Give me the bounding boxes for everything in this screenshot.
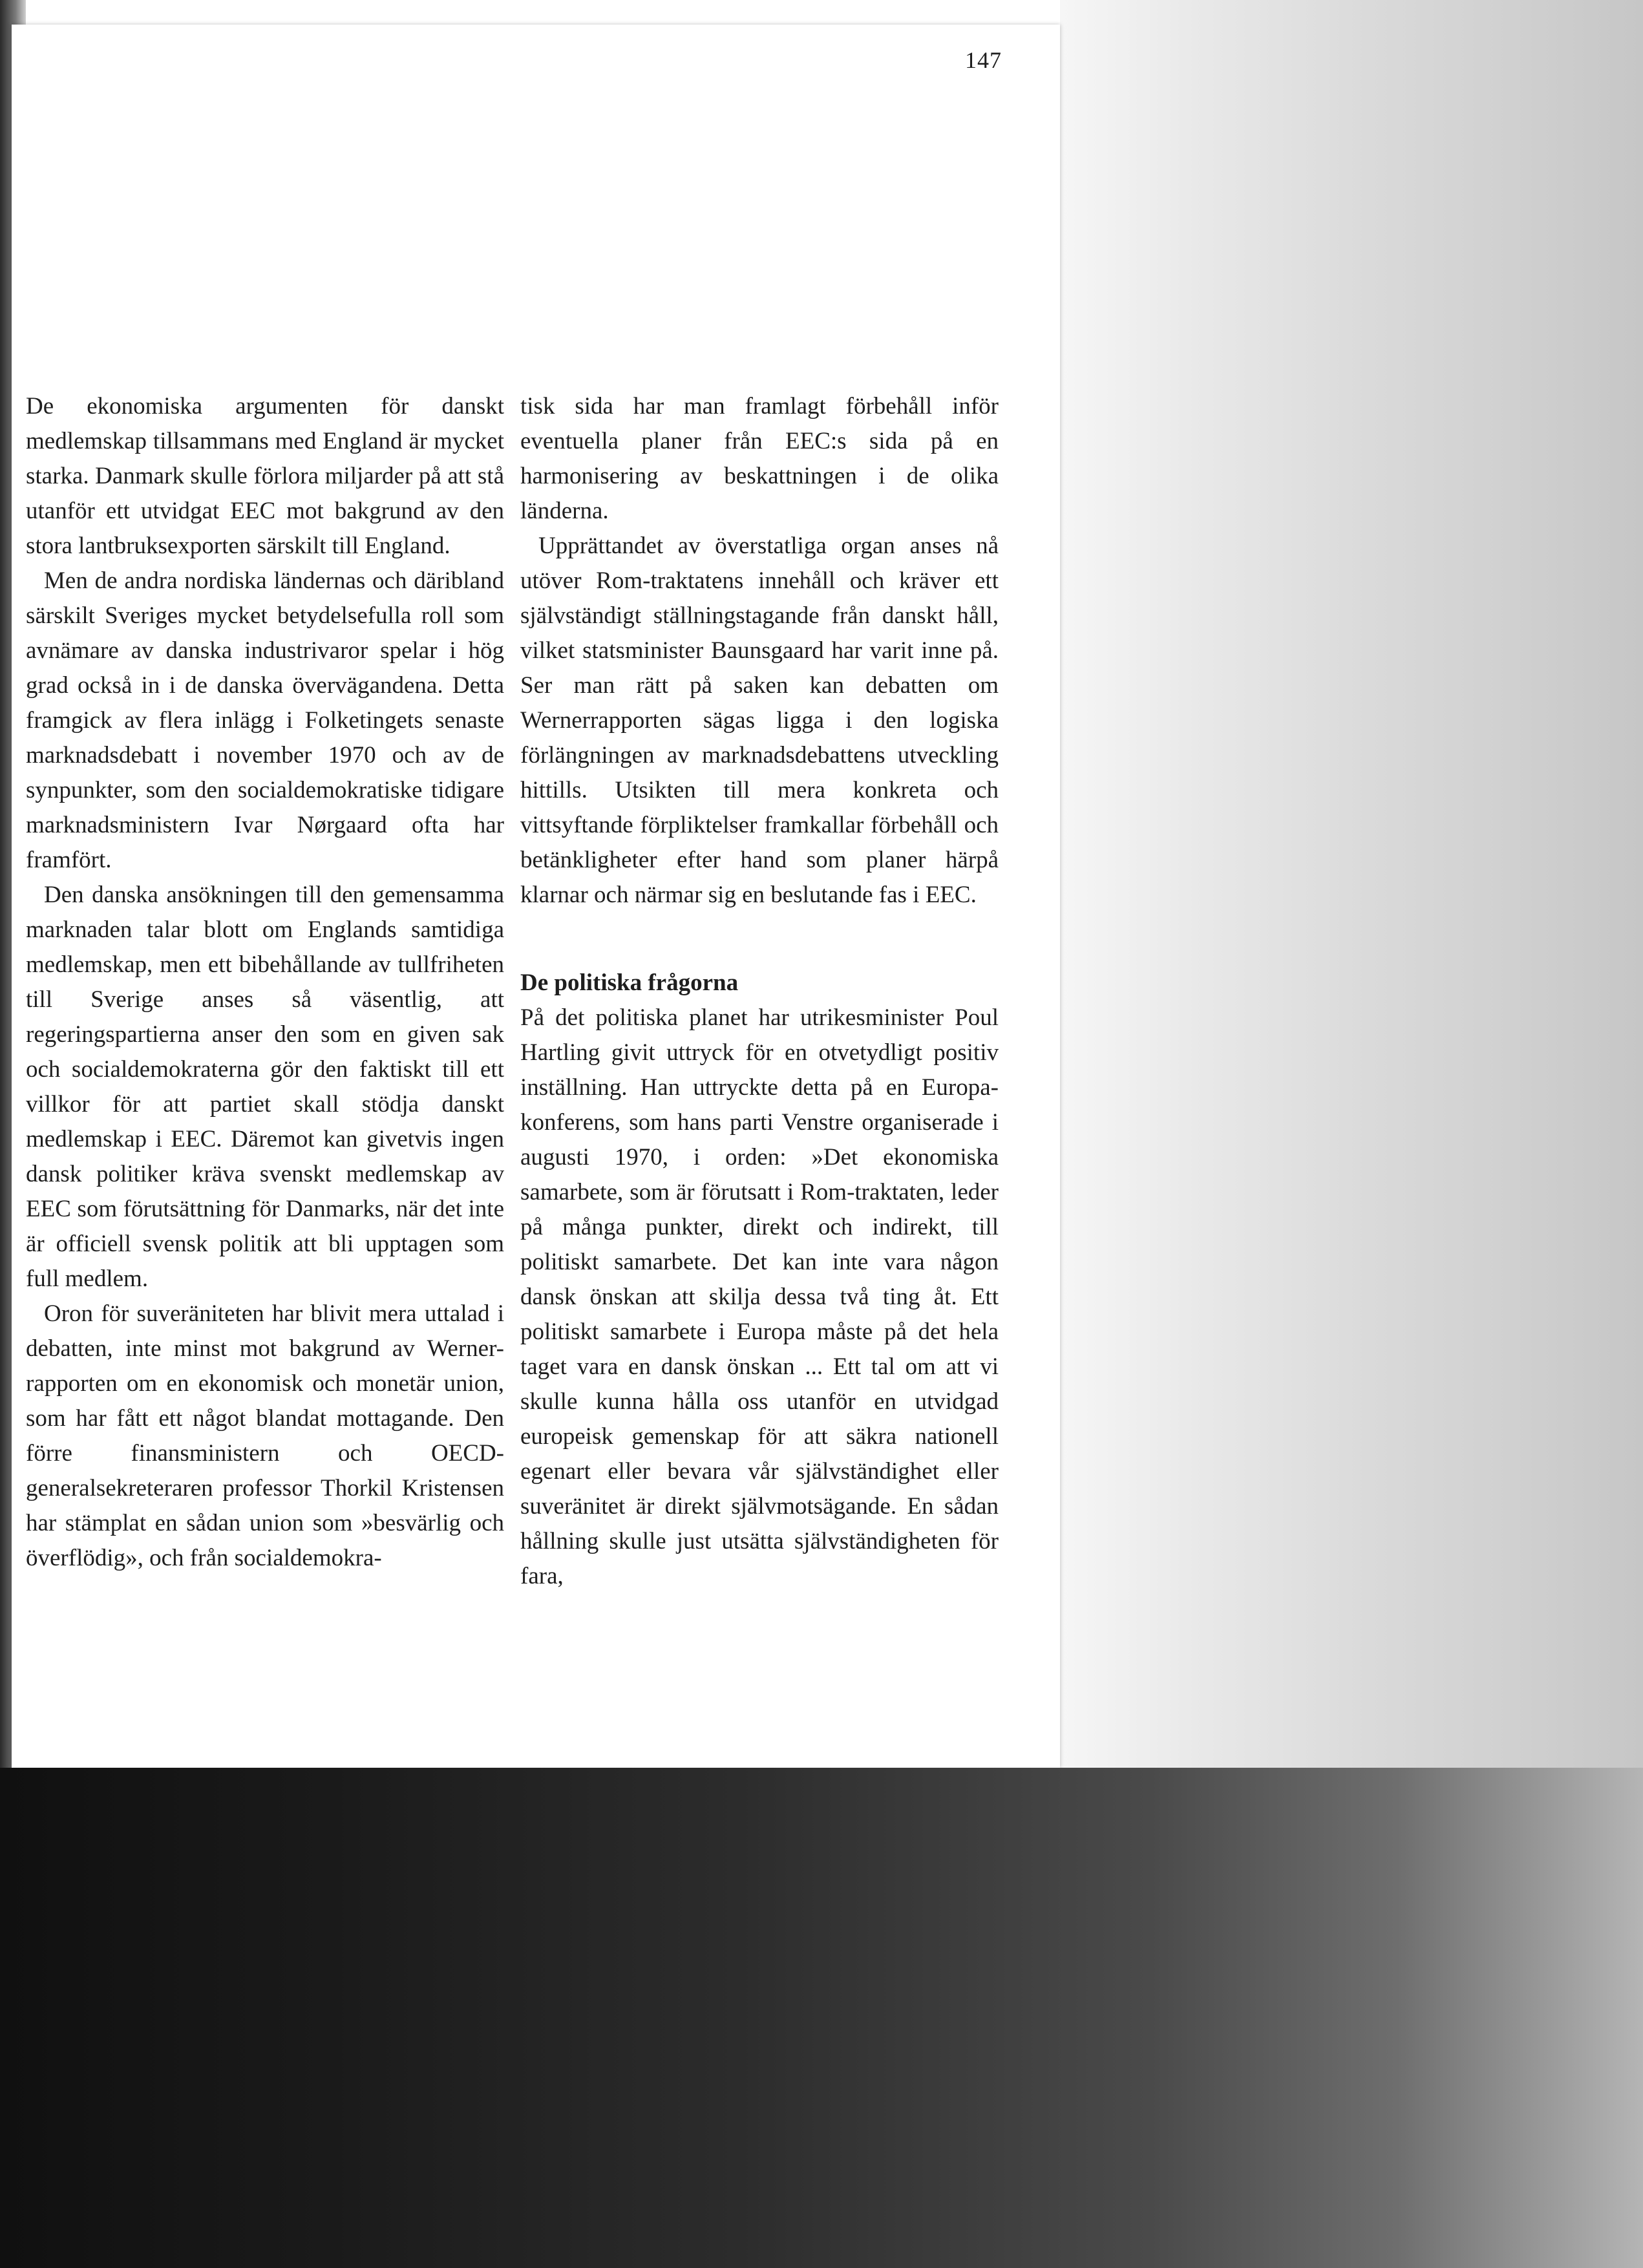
body-paragraph: På det politiska planet har utrikesminister Poul Hartling givit uttryck för en otvetydligt positiv inställning. Han uttryckte detta på en Europa-konferens, som hans parti Venstre organiserade i augusti 1970, i orden: »Det ekonomiska samarbete, som är förutsatt i Rom-traktaten, leder på många punkter, direkt och indirekt, till politiskt samarbete. Det kan inte vara någon dansk önskan att skilja dessa två ting åt. Ett politiskt samarbete i Europa måste på det hela taget vara en dansk önskan ... Ett tal om att vi skulle kunna hålla oss utanför en utvidgad europeisk gemenskap för att säkra nationell egenart eller bevara vår självständighet eller suveränitet är direkt självmotsägande. En sådan hållning skulle just utsätta självständigheten för fara,	[520, 1004, 999, 1589]
body-paragraph: Den danska ansökningen till den gemensamma marknaden talar blott om Englands samtidiga medlemskap, men ett bibehållande av tullfriheten till Sverige anses så väsentlig, att regeringspartierna anser den som en given sak och socialdemokraterna gör den faktiskt till ett villkor för att partiet skall stödja danskt medlemskap i EEC. Däremot kan givetvis ingen dansk politiker kräva svenskt medlemskap av EEC som förutsättning för Danmarks, när det inte är officiell svensk politik att bli upptagen som full medlem.	[26, 882, 504, 1292]
right-text-column	[520, 389, 999, 1594]
scanner-background-right	[1060, 0, 1643, 1768]
page-number: 147	[965, 47, 1002, 73]
scanner-background-bottom	[0, 1768, 1643, 2268]
section-heading: De politiska frågorna	[520, 970, 739, 996]
body-paragraph: Men de andra nordiska ländernas och däribland särskilt Sveriges mycket betydelsefulla roll som avnämare av danska industrivaror spelar i hög grad också in i de danska övervägandena. Detta framgick av flera inlägg i Folketingets senaste marknadsdebatt i november 1970 och av de synpunkter, som den socialdemokratiske tidigare marknadsministern Ivar Nørgaard ofta har framfört.	[26, 567, 504, 873]
body-paragraph: tisk sida har man framlagt förbehåll inför eventuella planer från EEC:s sida på en harmonisering av beskattningen i de olika länderna.	[520, 393, 999, 524]
body-paragraph: Upprättandet av överstatliga organ anses nå utöver Rom-traktatens innehåll och kräver ett självständigt ställningstagande från danskt håll, vilket statsminister Baunsgaard har varit inne på. Ser man rätt på saken kan debatten om Wernerrapporten sägas ligga i den logiska förlängningen av marknadsdebattens utveckling hittills. Utsikten till mera konkreta och vittsyftande förpliktelser framkallar förbehåll och betänkligheter efter hand som planer härpå klarnar och närmar sig en beslutande fas i EEC.	[520, 533, 999, 908]
body-paragraph: De ekonomiska argumenten för danskt medlemskap tillsammans med England är mycket starka. Danmark skulle förlora miljarder på att stå utanför ett utvidgat EEC mot bakgrund av den stora lantbruksexporten särskilt till England.	[26, 393, 504, 559]
body-paragraph: Oron för suveräniteten har blivit mera uttalad i debatten, inte minst mot bakgrund av Werner-rapporten om en ekonomisk och monetär union, som har fått ett något blandat mottagande. Den förre finansministern och OECD-generalsekreteraren professor Thorkil Kristensen har stämplat en sådan union som »besvärlig och överflödig», och från socialdemokra-	[26, 1300, 504, 1571]
left-text-column	[26, 389, 504, 1576]
